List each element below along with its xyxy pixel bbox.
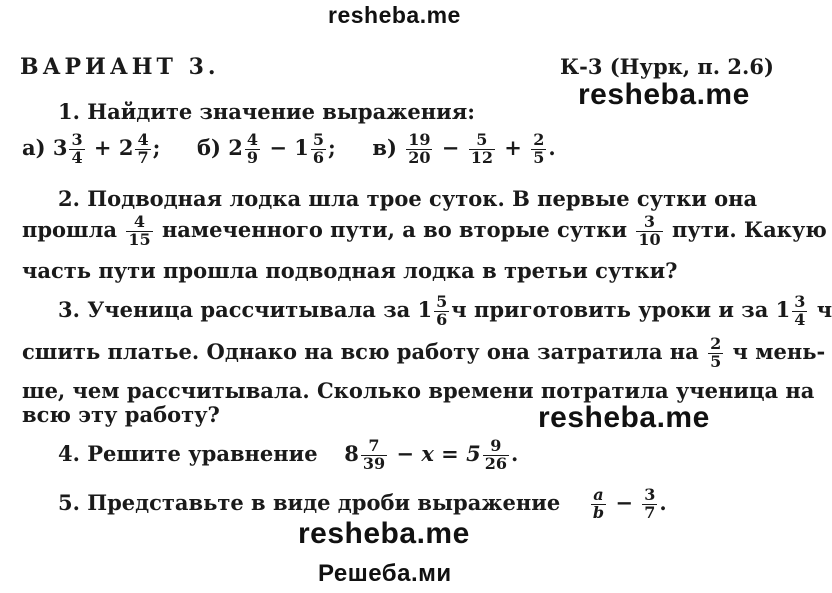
task-number: 2. (58, 186, 80, 211)
fraction: $\frac{2}{5}$ (533, 130, 545, 167)
watermark-middle-right: resheba.me (538, 401, 710, 434)
watermark-footer: Решеба.ми (318, 560, 452, 587)
task3-line2: сшить платье. Однако на всю работу она затратила на $\frac{2}{5}$ ч мень- (22, 334, 826, 371)
task1-heading (58, 99, 475, 124)
fraction: $\frac{3}{10}$ (638, 212, 661, 249)
task1-expressions: а) 3 $\frac{3}{4}$ + 2 $\frac{4}{7}$ ; б) 2 $\frac{4}{9}$ − 1 $\frac{5}{6}$ ; в) $\frac{19}{20}$ − $\frac{5}{12}$ + $\frac{2}{5}$ . (22, 130, 556, 167)
task4-line: 4. Решите уравнение 8 $\frac{7}{39}$ − x = 5 $\frac{9}{26}$ . (58, 436, 519, 473)
expr-c-label: в) (372, 134, 397, 160)
fraction: $\frac{5}{6}$ (436, 292, 448, 329)
task5-line: 5. Представьте в виде дроби выражение $\frac{a}{b}$ − $\frac{3}{7}$ . (58, 485, 667, 522)
watermark-top: resheba.me (328, 2, 461, 28)
expr-a-label: а) 3 (22, 134, 68, 160)
task3-line4: всю эту работу? (22, 402, 220, 427)
task-number: 4. (58, 440, 80, 466)
fraction: $\frac{4}{7}$ (137, 130, 149, 167)
watermark-upper-right: resheba.me (578, 78, 750, 111)
fraction: $\frac{5}{6}$ (312, 130, 324, 167)
fraction: $\frac{a}{b}$ (592, 485, 604, 522)
task-number: 5. (58, 489, 80, 515)
fraction: $\frac{7}{39}$ (362, 436, 386, 473)
variant-heading: ВАРИАНТ 3. (20, 54, 220, 80)
fraction: $\frac{5}{12}$ (470, 130, 493, 167)
fraction: $\frac{3}{4}$ (71, 130, 83, 167)
operator: − (441, 134, 460, 160)
fraction: $\frac{9}{26}$ (484, 436, 507, 473)
task-text: Найдите значение выражения: (87, 99, 475, 124)
fraction: $\frac{3}{7}$ (644, 485, 656, 522)
task3-line1: 3. Ученица рассчитывала за 1 $\frac{5}{6}$ ч приготовить уроки и за 1 $\frac{3}{4}$ ч (58, 292, 832, 329)
test-code: К-3 (Нурк, п. 2.6) (560, 54, 774, 79)
task2-line1 (58, 186, 757, 211)
expr-b-label: б) 2 (196, 134, 243, 160)
task-number: 1. (58, 99, 80, 124)
task2-line3: часть пути прошла подводная лодка в третьи сутки? (22, 258, 678, 283)
task2-line2: прошла $\frac{4}{15}$ намеченного пути, а во вторые сутки $\frac{3}{10}$ пути. Какую (22, 212, 827, 249)
fraction: $\frac{2}{5}$ (710, 334, 722, 371)
operator: + (504, 134, 522, 160)
watermark-bottom-center: resheba.me (298, 517, 470, 550)
fraction: $\frac{4}{9}$ (246, 130, 258, 167)
task-text: Подводная лодка шла трое суток. В первые сутки она (87, 186, 758, 211)
fraction: $\frac{4}{15}$ (128, 212, 151, 249)
task-number: 3. (58, 296, 80, 322)
fraction: $\frac{19}{20}$ (408, 130, 431, 167)
fraction: $\frac{3}{4}$ (794, 292, 806, 329)
operator: + 2 (93, 134, 134, 160)
task3-line3: ше, чем рассчитывала. Сколько времени потратила ученица на (22, 378, 815, 403)
operator: − 1 (269, 134, 309, 160)
